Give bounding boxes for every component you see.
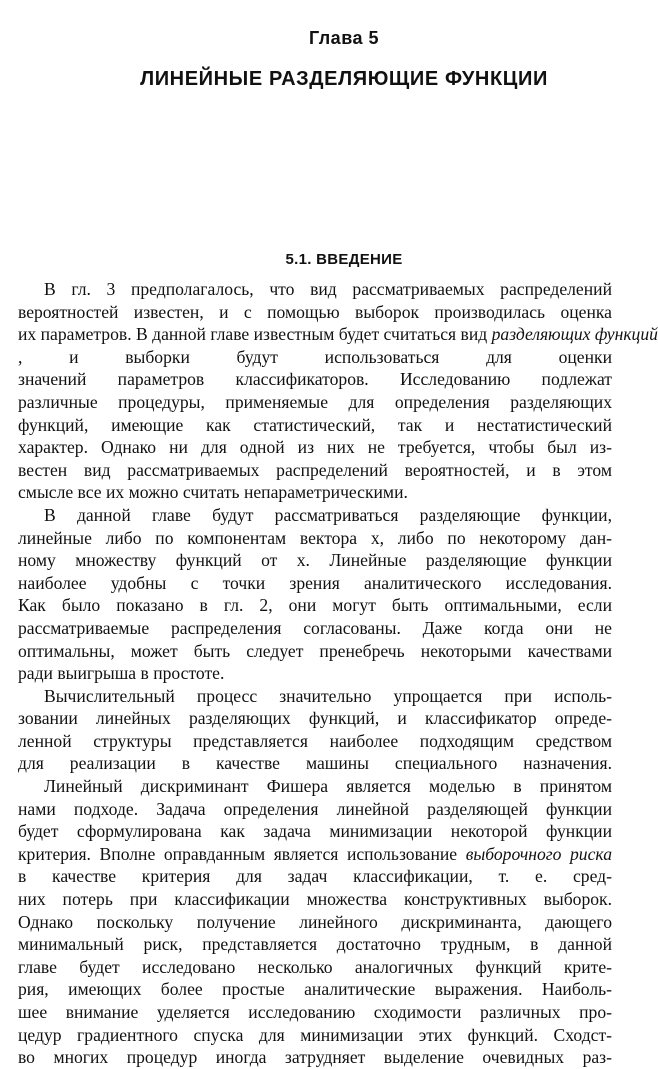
text-line: Однако поскольку получение линейного дискриминанта, дающего (18, 911, 612, 932)
section-title: 5.1. ВВЕДЕНИЕ (285, 251, 403, 268)
text-line: рия, имеющих более простые аналитические выражения. Наиболь- (18, 979, 612, 1000)
text-line: линейные либо по компонентам вектора x, либо по некоторому дан- (18, 527, 612, 548)
text-line: них потерь при классификации множества конструктивных выборок. (18, 889, 612, 910)
text-line: различные процедуры, применяемые для определения разделяющих (18, 391, 612, 412)
text-line: ному множеству функций от x. Линейные разделяющие функции (18, 550, 612, 571)
text-line: цедур градиентного спуска для минимизации этих функций. Сходст- (18, 1024, 612, 1045)
text-line: Вычислительный процесс значительно упрощается при исполь- (44, 685, 612, 706)
text-line: для реализации в качестве машины специального назначения. (18, 753, 612, 774)
text-line: В данной главе будут рассматриваться разделяющие функции, (44, 504, 612, 525)
text-line: ради выигрыша в простоте. (18, 663, 225, 684)
text-line: наиболее удобны с точки зрения аналитического исследования. (18, 572, 612, 593)
chapter-title: ЛИНЕЙНЫЕ РАЗДЕЛЯЮЩИЕ ФУНКЦИИ (140, 68, 548, 90)
text-line: минимальный риск, представляется достаточно трудным, в данной (18, 934, 612, 955)
text-line: В гл. 3 предполагалось, что вид рассматриваемых распределений (44, 279, 612, 299)
body-text (18, 278, 658, 1069)
text-line: оптимальны, может быть следует пренебречь некоторыми качествами (18, 640, 612, 661)
chapter-label: Глава 5 (308, 28, 380, 48)
text-line: нами подходе. Задача определения линейной разделяющей функции (18, 798, 612, 819)
emphasis-term: разделяющих функций (491, 324, 658, 345)
emphasis-term: выборочного риска (465, 843, 612, 864)
text-line: зовании линейных разделяющих функций, и классификатор опреде- (18, 708, 612, 729)
text-line: вероятностей известен, и с помощью выборок производилась оценка (18, 301, 612, 322)
text-line: их параметров. В данной главе известным будет считаться вид разделяющих функций (18, 324, 658, 345)
text-line: главе будет исследовано несколько аналогичных функций крите- (18, 956, 612, 977)
text-line: будет сформулирована как задача минимизации некоторой функции (18, 821, 612, 842)
text-line: в качестве критерия для задач классификации, т. е. сред- (18, 866, 612, 887)
text-line: критерия. Вполне оправданным является использование выборочного риска (18, 843, 612, 864)
text-line: функций, имеющие как статистический, так и нестатистический (18, 414, 612, 435)
text-line: Линейный дискриминант Фишера является моделью в принятом (44, 776, 612, 797)
text-line: смысле все их можно считать непараметрическими. (18, 482, 408, 503)
text-line: Как было показано в гл. 2, они могут быть оптимальными, если (18, 595, 612, 616)
text-line: характер. Однако ни для одной из них не требуется, чтобы был из- (18, 437, 612, 458)
text-line: вестен вид рассматриваемых распределений вероятностей, и в этом (18, 459, 612, 480)
text-line: во многих процедур иногда затрудняет выделение очевидных раз- (18, 1047, 612, 1068)
text-line: рассматриваемые распределения согласованы. Даже когда они не (18, 617, 612, 638)
text-line: , и выборки будут использоваться для оценки (18, 346, 612, 367)
text-line: ленной структуры представляется наиболее подходящим средством (18, 730, 612, 751)
text-line: шее внимание уделяется исследованию сходимости различных про- (18, 1002, 612, 1022)
text-line: значений параметров классификаторов. Исследованию подлежат (18, 369, 612, 390)
